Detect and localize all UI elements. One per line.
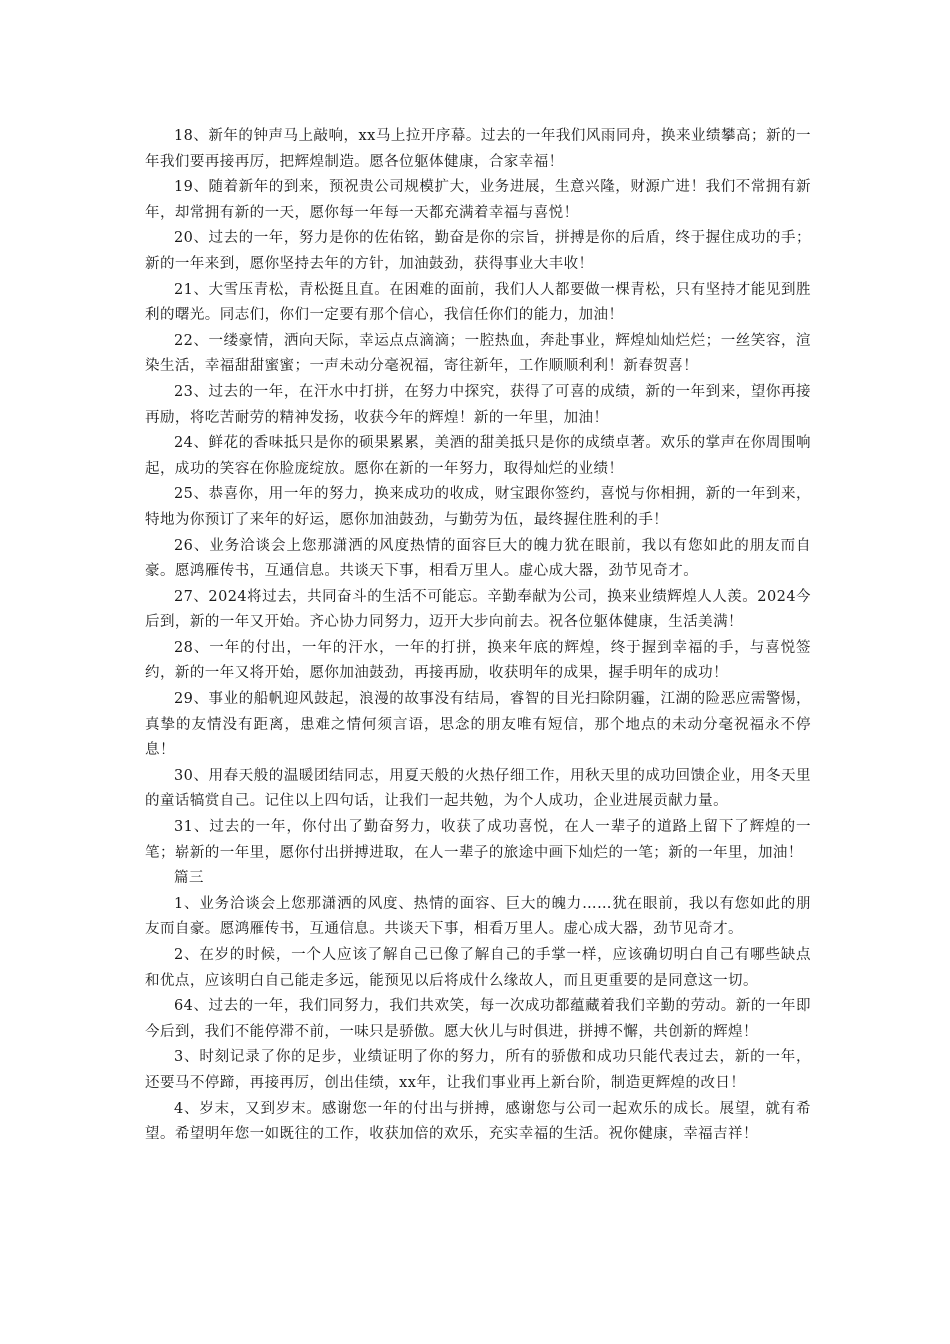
section-title: 篇三 (174, 870, 204, 887)
paragraph-18: 18、新年的钟声马上敲响，xx马上拉开序幕。过去的一年我们风雨同舟，换来业绩攀高；新的一年我们要再接再厉，把辉煌制造。愿各位躯体健康，合家幸福！ (145, 128, 811, 170)
paragraph-29: 29、事业的船帆迎风鼓起，浪漫的故事没有结局，睿智的目光扫除阴霾，江湖的险恶应需警惕，真挚的友情没有距离，患难之情何须言语，思念的朋友唯有短信，那个地点的未动分毫祝福永不停息！ (145, 691, 811, 759)
paragraph-21: 21、大雪压青松，青松挺且直。在困难的面前，我们人人都要做一棵青松，只有坚持才能见到胜利的曙光。同志们，你们一定要有那个信心，我信任你们的能力，加油！ (145, 281, 811, 324)
paragraph-p3-4: 4、岁末，又到岁末。感谢您一年的付出与拼搏，感谢您与公司一起欢乐的成长。展望，就有希望。希望明年您一如既往的工作，收获加倍的欢乐，充实幸福的生活。祝你健康，幸福吉祥！ (145, 1100, 811, 1143)
paragraph-26: 26、业务洽谈会上您那潇洒的风度热情的面容巨大的魄力犹在眼前，我以有您如此的朋友而自豪。愿鸿雁传书，互通信息。共谈天下事，相看万里人。虚心成大器，劲节见奇才。 (145, 537, 811, 580)
paragraph-22: 22、一缕豪情，洒向天际，幸运点点滴滴；一腔热血，奔赴事业，辉煌灿灿烂烂；一丝笑容，渲染生活，幸福甜甜蜜蜜；一声未动分毫祝福，寄往新年，工作顺顺利利！新春贺喜！ (145, 332, 811, 375)
paragraph-p3-2: 2、在岁的时候，一个人应该了解自己已像了解自己的手掌一样，应该确切明白自己有哪些缺点和优点，应该明白自己能走多远，能预见以后将成什么缘故人，而且更重要的是同意这一切。 (145, 947, 811, 989)
paragraph-19: 19、随着新年的到来，预祝贵公司规模扩大，业务进展，生意兴隆，财源广进！我们不常拥有新年，却常拥有新的一天，愿你每一年每一天都充满着幸福与喜悦！ (145, 179, 811, 221)
paragraph-p3-3: 3、时刻记录了你的足步，业绩证明了你的努力，所有的骄傲和成功只能代表过去，新的一年，还要马不停蹄，再接再厉，创出佳绩，xx年，让我们事业再上新台阶，制造更辉煌的改日！ (145, 1049, 811, 1091)
paragraph-27: 27、2024将过去，共同奋斗的生活不可能忘。辛勤奉献为公司，换来业绩辉煌人人羡。2024今后到，新的一年又开始。齐心协力同努力，迈开大步向前去。祝各位躯体健康，生活美满！ (145, 588, 811, 631)
paragraph-24: 24、鲜花的香味抵只是你的硕果累累，美酒的甜美抵只是你的成绩卓著。欢乐的掌声在你周围响起，成功的笑容在你脸庞绽放。愿你在新的一年努力，取得灿烂的业绩！ (145, 435, 811, 477)
paragraph-p3-1: 1、业务洽谈会上您那潇洒的风度、热情的面容、巨大的魄力……犹在眼前，我以有您如此的朋友而自豪。愿鸿雁传书，互通信息。共谈天下事，相看万里人。虚心成大器，劲节见奇才。 (145, 895, 811, 938)
paragraph-31: 31、过去的一年，你付出了勤奋努力，收获了成功喜悦，在人一辈子的道路上留下了辉煌的一笔；崭新的一年里，愿你付出拼搏进取，在人一辈子的旅途中画下灿烂的一笔；新的一年里，加油！ (145, 819, 811, 861)
document-page (145, 124, 811, 1148)
paragraph-23: 23、过去的一年，在汗水中打拼，在努力中探究，获得了可喜的成绩，新的一年到来，望你再接再励，将吃苦耐劳的精神发扬，收获今年的辉煌！新的一年里，加油！ (145, 383, 811, 426)
paragraph-20: 20、过去的一年，努力是你的佐佑铭，勤奋是你的宗旨，拼搏是你的后盾，终于握住成功的手；新的一年来到，愿你坚持去年的方针，加油鼓劲，获得事业大丰收！ (145, 230, 811, 272)
paragraph-p3-64: 64、过去的一年，我们同努力，我们共欢笑，每一次成功都蕴藏着我们辛勤的劳动。新的一年即今后到，我们不能停滞不前，一味只是骄傲。愿大伙儿与时俱进，拼搏不懈，共创新的辉煌！ (145, 998, 811, 1040)
paragraph-28: 28、一年的付出，一年的汗水，一年的打拼，换来年底的辉煌，终于握到幸福的手，与喜悦签约，新的一年又将开始，愿你加油鼓劲，再接再励，收获明年的成果，握手明年的成功！ (145, 639, 811, 682)
paragraph-30: 30、用春天般的温暖团结同志，用夏天般的火热仔细工作，用秋天里的成功回馈企业，用冬天里的童话犒赏自己。记住以上四句话，让我们一起共勉，为个人成功，企业进展贡献力量。 (145, 767, 811, 810)
paragraph-25: 25、恭喜你，用一年的努力，换来成功的收成，财宝跟你签约，喜悦与你相拥，新的一年到来，特地为你预订了来年的好运，愿你加油鼓劲，与勤劳为伍，最终握住胜利的手！ (145, 486, 811, 528)
